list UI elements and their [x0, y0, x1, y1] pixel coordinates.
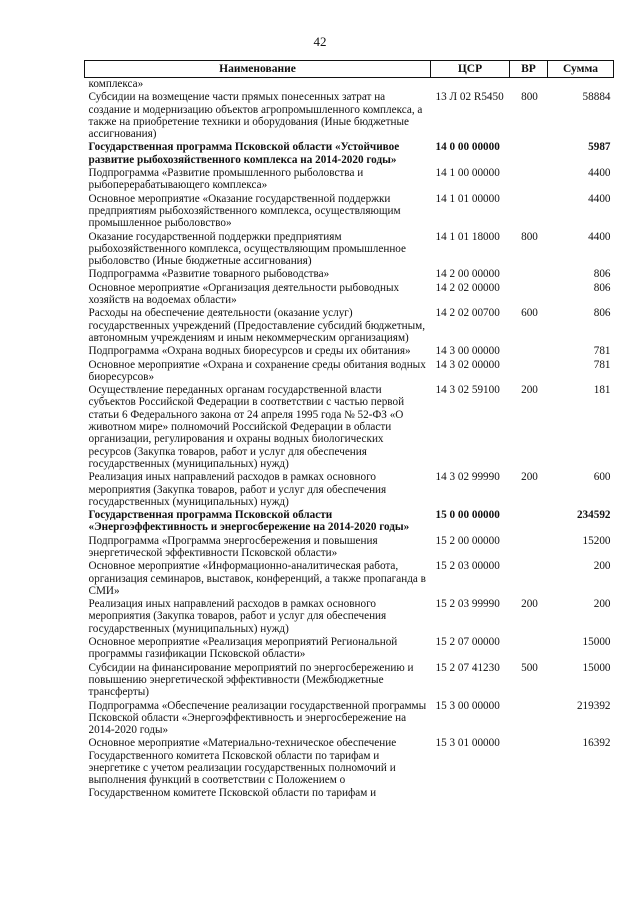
cell-vr — [510, 560, 548, 598]
table-row — [85, 91, 614, 141]
cell-vr — [510, 636, 548, 662]
cell-name: Подпрограмма «Охрана водных биоресурсов и среды их обитания» — [88, 345, 411, 358]
cell-csr: 14 3 02 00000 — [435, 358, 500, 371]
cell-name: Расходы на обеспечение деятельности (оказание услуг) государственных учреждений (Предоставление субсидий бюджетным, автономным учреждениям и иным некоммерческим организациям) — [88, 307, 426, 344]
budget-table — [84, 60, 614, 800]
cell-csr: 15 2 07 00000 — [435, 636, 500, 649]
cell-sum: 200 — [593, 598, 611, 611]
table-row — [85, 193, 614, 231]
cell-name: Основное мероприятие «Оказание государственной поддержки предприятиям рыбохозяйственного комплекса, осуществляющим промышленное рыболовство» — [88, 192, 401, 230]
cell-sum: 600 — [593, 471, 611, 484]
cell-name: Осуществление переданных органам государственной власти субъектов Российской Федерации в соответствии с частью первой статьи 6 Федерального закона от 24 апреля 1995 года № 52-ФЗ «О животном мире» полномочий Российской Федерации в области организации, регулирования и охраны водных биологических ресурсов (Закупка товаров, работ и услуг для обеспечения государственных (муниципальных) нужд) — [88, 384, 405, 470]
cell-csr: 15 2 00 00000 — [435, 534, 500, 547]
cell-sum: 15200 — [582, 534, 611, 547]
cell-name: Основное мероприятие «Реализация мероприятий Региональной программы газификации Псковской области» — [88, 636, 398, 661]
cell-sum: 58884 — [582, 91, 611, 104]
cell-name: Основное мероприятие «Охрана и сохранение среды обитания водных биоресурсов» — [88, 358, 426, 383]
cell-csr — [431, 78, 510, 92]
cell-sum: 4400 — [588, 230, 611, 243]
cell-sum: 781 — [593, 358, 611, 371]
cell-sum: 219392 — [576, 699, 611, 712]
cell-vr — [510, 359, 548, 385]
cell-csr: 15 2 03 99990 — [435, 598, 500, 611]
cell-csr: 15 3 01 00000 — [435, 737, 500, 750]
cell-vr: 200 — [521, 471, 538, 484]
cell-name: Государственная программа Псковской области «Устойчивое развитие рыбохозяйственного комплекса на 2014-2020 годы» — [88, 141, 400, 166]
table-row — [85, 509, 614, 535]
table-row — [85, 307, 614, 345]
cell-csr: 13 Л 02 R5450 — [435, 91, 504, 104]
cell-csr: 14 2 00 00000 — [435, 268, 500, 281]
cell-csr: 14 1 00 00000 — [435, 167, 500, 180]
header-vr: ВР — [510, 61, 548, 78]
cell-vr: 200 — [521, 598, 538, 611]
cell-vr — [510, 282, 548, 308]
cell-vr: 500 — [521, 661, 538, 674]
cell-sum: 16392 — [582, 737, 611, 750]
table-row — [85, 167, 614, 193]
cell-name: Подпрограмма «Обеспечение реализации государственной программы Псковской области «Энергоэффективность и энергосбережение на 2014-2020 годы» — [88, 699, 427, 737]
table-row — [85, 560, 614, 598]
cell-vr — [510, 700, 548, 738]
cell-sum: 806 — [593, 268, 611, 281]
cell-vr — [510, 268, 548, 281]
header-row — [85, 61, 614, 78]
cell-csr: 14 3 02 99990 — [435, 471, 500, 484]
cell-sum: 4400 — [588, 192, 611, 205]
cell-csr: 14 1 01 18000 — [435, 230, 500, 243]
cell-csr: 15 3 00 00000 — [435, 699, 500, 712]
cell-name: комплекса» — [88, 78, 144, 90]
cell-csr: 14 0 00 00000 — [435, 141, 500, 154]
cell-name: Субсидии на возмещение части прямых понесенных затрат на создание и модернизацию объектов агропромышленного комплекса, а также на приобретение техники и оборудования (Иные бюджетные ассигнования) — [88, 91, 423, 141]
cell-sum — [548, 78, 614, 92]
table-row — [85, 231, 614, 269]
cell-vr — [510, 193, 548, 231]
table-row — [85, 471, 614, 509]
cell-csr: 15 2 03 00000 — [435, 560, 500, 573]
cell-csr: 15 2 07 41230 — [435, 661, 500, 674]
cell-sum: 4400 — [588, 167, 611, 180]
table-row — [85, 141, 614, 167]
table-row — [85, 535, 614, 561]
table-row — [85, 737, 614, 799]
cell-csr: 14 1 01 00000 — [435, 192, 500, 205]
cell-sum: 5987 — [588, 141, 611, 154]
cell-name: Оказание государственной поддержки предприятиям рыбохозяйственного комплекса, осуществляющим промышленное рыболовство (Иные бюджетные ассигнования) — [88, 230, 407, 268]
cell-name: Подпрограмма «Развитие товарного рыбоводства» — [88, 268, 330, 281]
table-body — [85, 78, 614, 800]
cell-name: Основное мероприятие «Материально-техническое обеспечение Государственного комитета Псковской области по тарифам и энергетике с учетом реализации государственных полномочий и выполнения функций в соответствии с Положением о Государственном комитете Псковской области по тарифам и — [88, 737, 397, 799]
table-row — [85, 78, 614, 92]
header-name: Наименование — [85, 61, 431, 78]
table-row — [85, 282, 614, 308]
header-csr: ЦСР — [431, 61, 510, 78]
cell-sum: 15000 — [582, 636, 611, 649]
cell-name: Субсидии на финансирование мероприятий по энергосбережению и повышению энергетической эффективности (Межбюджетные трансферты) — [88, 661, 414, 699]
table-row — [85, 384, 614, 471]
cell-name: Основное мероприятие «Организация деятельности рыбоводных хозяйств на водоемах области» — [88, 281, 400, 307]
table-row — [85, 636, 614, 662]
cell-sum: 781 — [593, 345, 611, 358]
table-row — [85, 268, 614, 281]
table-row — [85, 700, 614, 738]
cell-vr — [510, 141, 548, 167]
cell-vr — [510, 737, 548, 799]
cell-vr — [510, 509, 548, 535]
cell-sum: 234592 — [576, 509, 611, 522]
cell-vr — [510, 535, 548, 561]
cell-csr: 14 2 02 00700 — [435, 307, 500, 320]
table-header — [85, 61, 614, 78]
cell-sum: 200 — [593, 560, 611, 573]
cell-vr: 800 — [521, 230, 538, 243]
cell-name: Подпрограмма «Программа энергосбережения и повышения энергетической эффективности Псковской области» — [88, 534, 378, 559]
cell-vr: 200 — [521, 384, 538, 397]
cell-sum: 15000 — [582, 661, 611, 674]
header-sum: Сумма — [548, 61, 614, 78]
table-row — [85, 345, 614, 358]
cell-sum: 806 — [593, 281, 611, 294]
cell-vr: 600 — [521, 307, 538, 320]
cell-sum: 806 — [593, 307, 611, 320]
cell-csr: 14 3 00 00000 — [435, 345, 500, 358]
cell-vr — [510, 78, 548, 92]
cell-name: Государственная программа Псковской области «Энергоэффективность и энергосбережение на 2014-2020 годы» — [88, 509, 410, 534]
cell-csr: 14 3 02 59100 — [435, 384, 500, 397]
cell-name: Основное мероприятие «Информационно-аналитическая работа, организация семинаров, выставок, конференций, а также пропаганда в СМИ» — [88, 560, 426, 597]
cell-name: Реализация иных направлений расходов в рамках основного мероприятия (Закупка товаров, работ и услуг для обеспечения государственных (муниципальных) нужд) — [88, 471, 387, 508]
page-number: 42 — [313, 34, 327, 49]
cell-csr: 14 2 02 00000 — [435, 281, 500, 294]
cell-vr — [510, 167, 548, 193]
cell-vr: 800 — [521, 91, 538, 104]
budget-table-container — [84, 60, 613, 800]
cell-csr: 15 0 00 00000 — [435, 509, 500, 522]
table-row — [85, 662, 614, 700]
cell-sum: 181 — [593, 384, 611, 397]
cell-vr — [510, 345, 548, 358]
cell-name: Подпрограмма «Развитие промышленного рыболовства и рыбоперерабатывающего комплекса» — [88, 167, 364, 192]
table-row — [85, 359, 614, 385]
table-row — [85, 598, 614, 636]
cell-name: Реализация иных направлений расходов в рамках основного мероприятия (Закупка товаров, работ и услуг для обеспечения государственных (муниципальных) нужд) — [88, 598, 387, 635]
